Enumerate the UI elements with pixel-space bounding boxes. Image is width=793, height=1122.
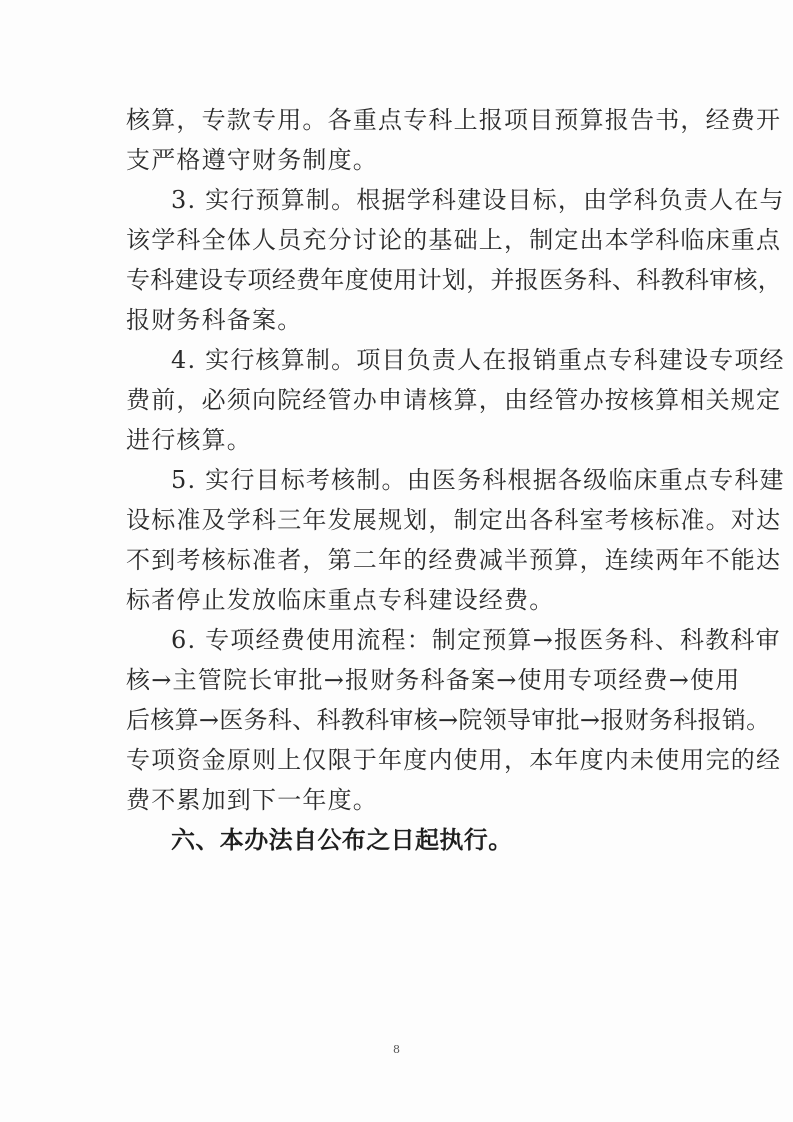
page-number: 8 (393, 1043, 400, 1056)
body-line-17: 专项资金原则上仅限于年度内使用，本年度内未使用完的经 (126, 746, 782, 774)
body-line-11: 设标准及学科三年发展规划，制定出各科室考核标准。对达 (126, 506, 782, 534)
body-line-1: 核算，专款专用。各重点专科上报项目预算报告书，经费开 (126, 106, 782, 134)
body-line-16: 后核算→医务科、科教科审核→院领导审批→报财务科报销。 (126, 706, 771, 734)
body-line-2: 支严格遵守财务制度。 (126, 146, 378, 174)
body-line-15: 核→主管院长审批→报财务科备案→使用专项经费→使用 (126, 666, 741, 694)
body-line-10: 5. 实行目标考核制。由医务科根据各级临床重点专科建 (171, 466, 785, 494)
body-line-12: 不到考核标准者，第二年的经费减半预算，连续两年不能达 (126, 546, 782, 574)
body-line-7: 4. 实行核算制。项目负责人在报销重点专科建设专项经 (171, 346, 785, 374)
body-line-18: 费不累加到下一年度。 (126, 786, 378, 814)
body-line-13: 标者停止发放临床重点专科建设经费。 (126, 586, 555, 614)
body-line-5: 专科建设专项经费年度使用计划，并报医务科、科教科审核， (126, 266, 783, 294)
body-line-9: 进行核算。 (126, 426, 252, 454)
body-line-6: 报财务科备案。 (126, 306, 303, 334)
body-line-4: 该学科全体人员充分讨论的基础上，制定出本学科临床重点 (126, 226, 782, 254)
body-line-14: 6. 专项经费使用流程：制定预算→报医务科、科教科审 (171, 626, 781, 654)
section-heading: 六、本办法自公布之日起执行。 (171, 826, 513, 854)
body-line-3: 3. 实行预算制。根据学科建设目标，由学科负责人在与 (171, 186, 785, 214)
body-line-8: 费前，必须向院经管办申请核算，由经管办按核算相关规定 (126, 386, 782, 414)
